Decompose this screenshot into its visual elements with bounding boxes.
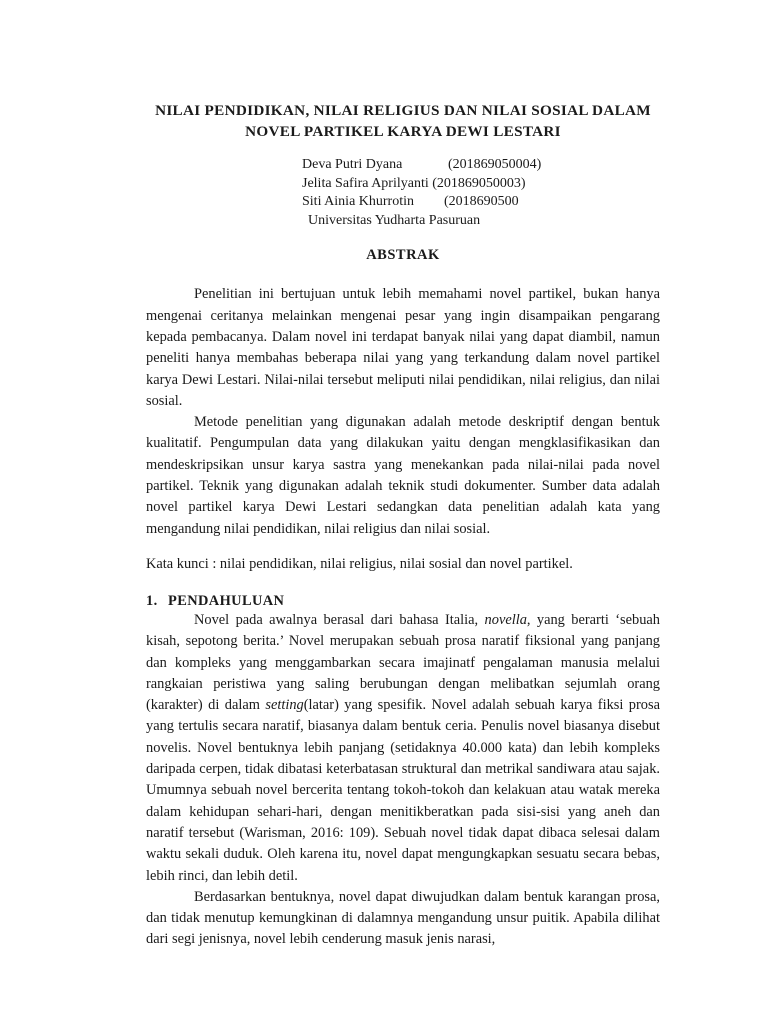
text-run: (latar) yang spesifik. Novel adalah sebuah karya fiksi prosa yang tertulis secara naratif, biasanya dalam bentuk ceria. Penulis novel biasanya disebut novelis. Novel bentuknya lebih panjang (setidaknya 40.000 kata) dan lebih kompleks daripada cerpen, tidak dibatasi keterbatasan struktural dan metrikal sandiwara atau sajak. Umumnya sebuah novel bercerita tentang tokoh-tokoh dan kelakuan atau watak mereka dalam kehidupan sehari-hari, dengan menitikberatkan pada sisi-sisi yang aneh dan naratif tersebut (Warisman, 2016: 109). Sebuah novel tidak dapat dibaca selesai dalam waktu sekali duduk. Oleh karena itu, novel dapat mengungkapkan sesuatu secara bebas, lebih rinci, dan lebih detil. — [146, 697, 660, 884]
affiliation: Universitas Yudharta Pasuruan — [308, 212, 481, 228]
abstract-paragraph-1: Penelitian ini bertujuan untuk lebih memahami novel partikel, bukan hanya mengenai ceritanya melainkan mengenai pesar yang ingin disampaikan pengarang kepada pembacanya. Dalam novel ini terdapat banyak nilai yang dapat diambil, namun peneliti hanya membahas beberapa nilai yang yang terkandung dalam novel partikel karya Dewi Lestari. Nilai-nilai tersebut meliputi nilai pendidikan, nilai religius, dan nilai sosial. — [146, 286, 660, 409]
author-row — [302, 193, 660, 212]
italic-term: setting — [265, 697, 304, 714]
section-title: PENDAHULUAN — [168, 592, 285, 609]
title-line-2: NOVEL PARTIKEL KARYA DEWI LESTARI — [245, 123, 561, 140]
author-id: (201869050004) — [448, 157, 542, 172]
paper-title — [146, 100, 660, 142]
author-id: (2018690500 — [444, 194, 519, 210]
keywords: Kata kunci : nilai pendidikan, nilai religius, nilai sosial dan novel partikel. — [146, 555, 573, 572]
text-run: Novel pada awalnya berasal dari bahasa Italia, — [194, 611, 485, 628]
intro-paragraph-1 — [146, 610, 660, 887]
author-row — [302, 175, 660, 194]
title-line-1: NILAI PENDIDIKAN, NILAI RELIGIUS DAN NILAI SOSIAL DALAM — [155, 102, 651, 119]
author-name: Deva Putri Dyana — [302, 157, 403, 172]
author-block — [302, 156, 660, 230]
intro-paragraph-2: Berdasarkan bentuknya, novel dapat diwujudkan dalam bentuk karangan prosa, dan tidak menutup kemungkinan di dalamnya mengandung unsur puitik. Apabila dilihat dari segi jenisnya, novel lebih cenderung masuk jenis narasi, — [146, 888, 660, 948]
section-number: 1. — [146, 592, 158, 609]
text-run: , yang berarti ‘sebuah kisah, sepotong berita.’ Novel merupakan sebuah prosa naratif fiksional yang panjang dan kompleks yang menggambarkan secara imajinatf pengalaman manusia melalui rangkaian peristiwa yang saling berubungan dengan melibatkan sejumlah orang (karakter) di dalam — [146, 611, 660, 714]
section-heading — [146, 592, 660, 610]
abstract-heading: ABSTRAK — [366, 247, 440, 264]
italic-term: novella — [484, 611, 527, 628]
abstract-paragraph-2: Metode penelitian yang digunakan adalah metode deskriptif dengan bentuk kualitatif. Pengumpulan data yang dilakukan yaitu dengan mengklasifikasikan dan mendeskripsikan unsur karya sastra yang menekankan pada nilai-nilai pada novel partikel. Teknik yang digunakan adalah teknik studi dokumenter. Sumber data adalah novel partikel karya Dewi Lestari sedangkan data penelitian adalah kata yang mengandung nilai pendidikan, nilai religius dan nilai sosial. — [146, 414, 660, 537]
author-id: (201869050003) — [432, 175, 526, 191]
author-row — [302, 156, 660, 175]
author-name: Jelita Safira Aprilyanti — [302, 175, 429, 191]
author-name: Siti Ainia Khurrotin — [302, 194, 414, 210]
